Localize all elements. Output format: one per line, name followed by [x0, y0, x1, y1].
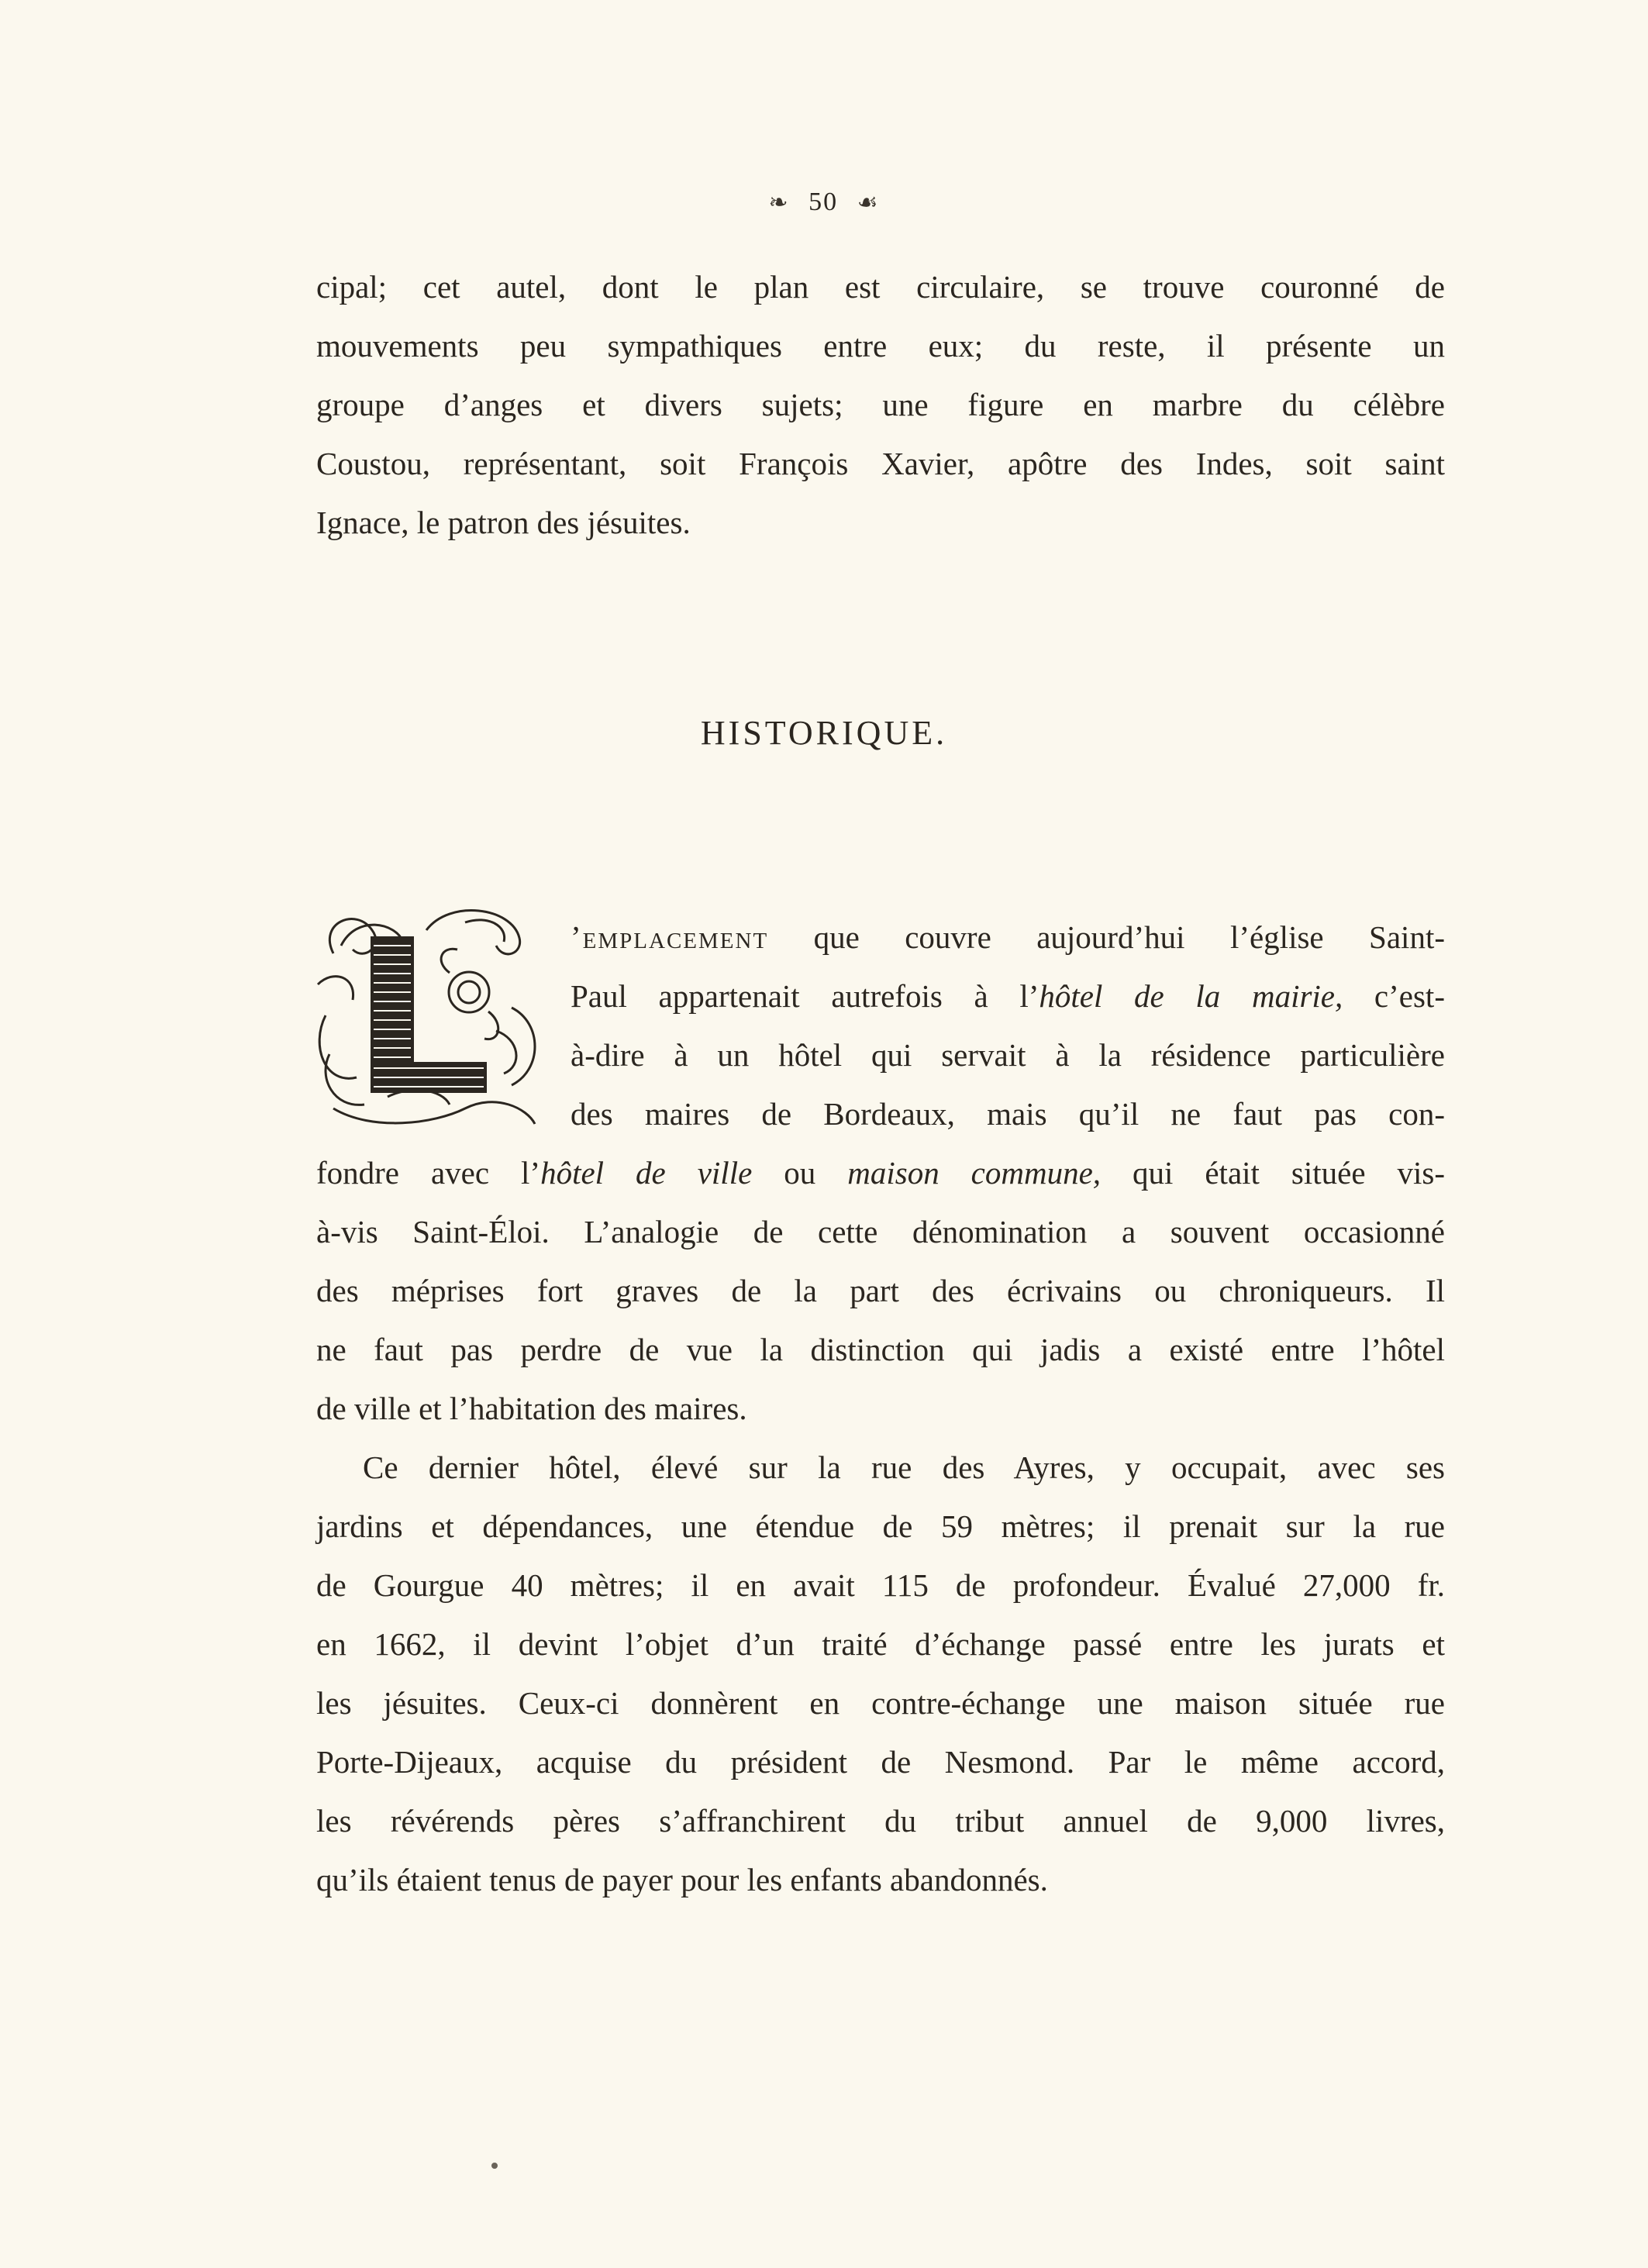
first-paragraph-rest	[316, 1143, 1445, 1438]
right-ornament-icon: ☙	[857, 190, 880, 215]
text-line: les révérends pères s’affranchirent du tribut annuel de 9,000 livres,	[316, 1803, 1445, 1839]
italic-term: hôtel de la mairie,	[1039, 978, 1343, 1014]
text-line: des maires de Bordeaux, mais qu’il ne faut pas con-	[571, 1096, 1445, 1132]
text-line	[316, 1143, 1445, 1202]
text-line: à-dire à un hôtel qui servait à la résidence particulière	[571, 1037, 1445, 1073]
page-number-header	[0, 188, 1648, 217]
page-number: 50	[808, 188, 839, 216]
intro-paragraph	[316, 257, 1445, 552]
text-line: groupe d’anges et divers sujets; une figure en marbre du célèbre	[316, 387, 1445, 422]
text-line: à-vis Saint-Éloi. L’analogie de cette dénomination a souvent occasionné	[316, 1214, 1445, 1249]
text-line: de Gourgue 40 mètres; il en avait 115 de profondeur. Évalué 27,000 fr.	[316, 1567, 1445, 1603]
section-heading: HISTORIQUE.	[700, 714, 948, 752]
left-ornament-icon: ❧	[768, 190, 790, 215]
text-line: Coustou, représentant, soit François Xavier, apôtre des Indes, soit saint	[316, 446, 1445, 481]
dropcap-letter: L	[310, 899, 311, 900]
italic-term: hôtel de ville	[540, 1155, 753, 1191]
text-line: de ville et l’habitation des maires.	[316, 1391, 747, 1426]
text-line: Ce dernier hôtel, élevé sur la rue des Ayres, y occupait, avec ses	[363, 1449, 1445, 1485]
dropcap-ornament-icon	[310, 899, 550, 1132]
text-line: en 1662, il devint l’objet d’un traité d’échange passé entre les jurats et	[316, 1626, 1445, 1662]
ornamental-dropcap	[310, 899, 550, 1132]
first-paragraph-opening	[571, 908, 1445, 1143]
text-fragment: fondre avec l’	[316, 1155, 541, 1191]
text-line: Porte-Dijeaux, acquise du président de Nesmond. Par le même accord,	[316, 1744, 1445, 1780]
text-line: ne faut pas perdre de vue la distinction qui jadis a existé entre l’hôtel	[316, 1332, 1445, 1367]
text-fragment: ou	[752, 1155, 848, 1191]
ink-speck	[491, 2163, 498, 2169]
text-line: jardins et dépendances, une étendue de 59 mètres; il prenait sur la rue	[316, 1508, 1445, 1544]
text-fragment: qui était située vis-	[1101, 1155, 1446, 1191]
text-line	[571, 908, 1445, 967]
second-paragraph	[316, 1438, 1445, 1909]
text-line: qu’ils étaient tenus de payer pour les enfants abandonnés.	[316, 1862, 1048, 1897]
italic-term: maison commune,	[847, 1155, 1102, 1191]
text-line: Ignace, le patron des jésuites.	[316, 505, 691, 540]
text-line: mouvements peu sympathiques entre eux; du reste, il présente un	[316, 328, 1445, 364]
text-fragment: que couvre aujourd’hui l’église Saint-	[768, 919, 1445, 955]
text-line	[571, 967, 1445, 1025]
text-fragment: Paul appartenait autrefois à l’	[571, 978, 1039, 1014]
text-line: les jésuites. Ceux-ci donnèrent en contre-échange une maison située rue	[316, 1685, 1445, 1721]
text-fragment: c’est-	[1343, 978, 1445, 1014]
smallcaps-word: ’emplacement	[571, 919, 769, 955]
text-line: des méprises fort graves de la part des écrivains ou chroniqueurs. Il	[316, 1273, 1445, 1308]
text-line: cipal; cet autel, dont le plan est circulaire, se trouve couronné de	[316, 269, 1445, 305]
